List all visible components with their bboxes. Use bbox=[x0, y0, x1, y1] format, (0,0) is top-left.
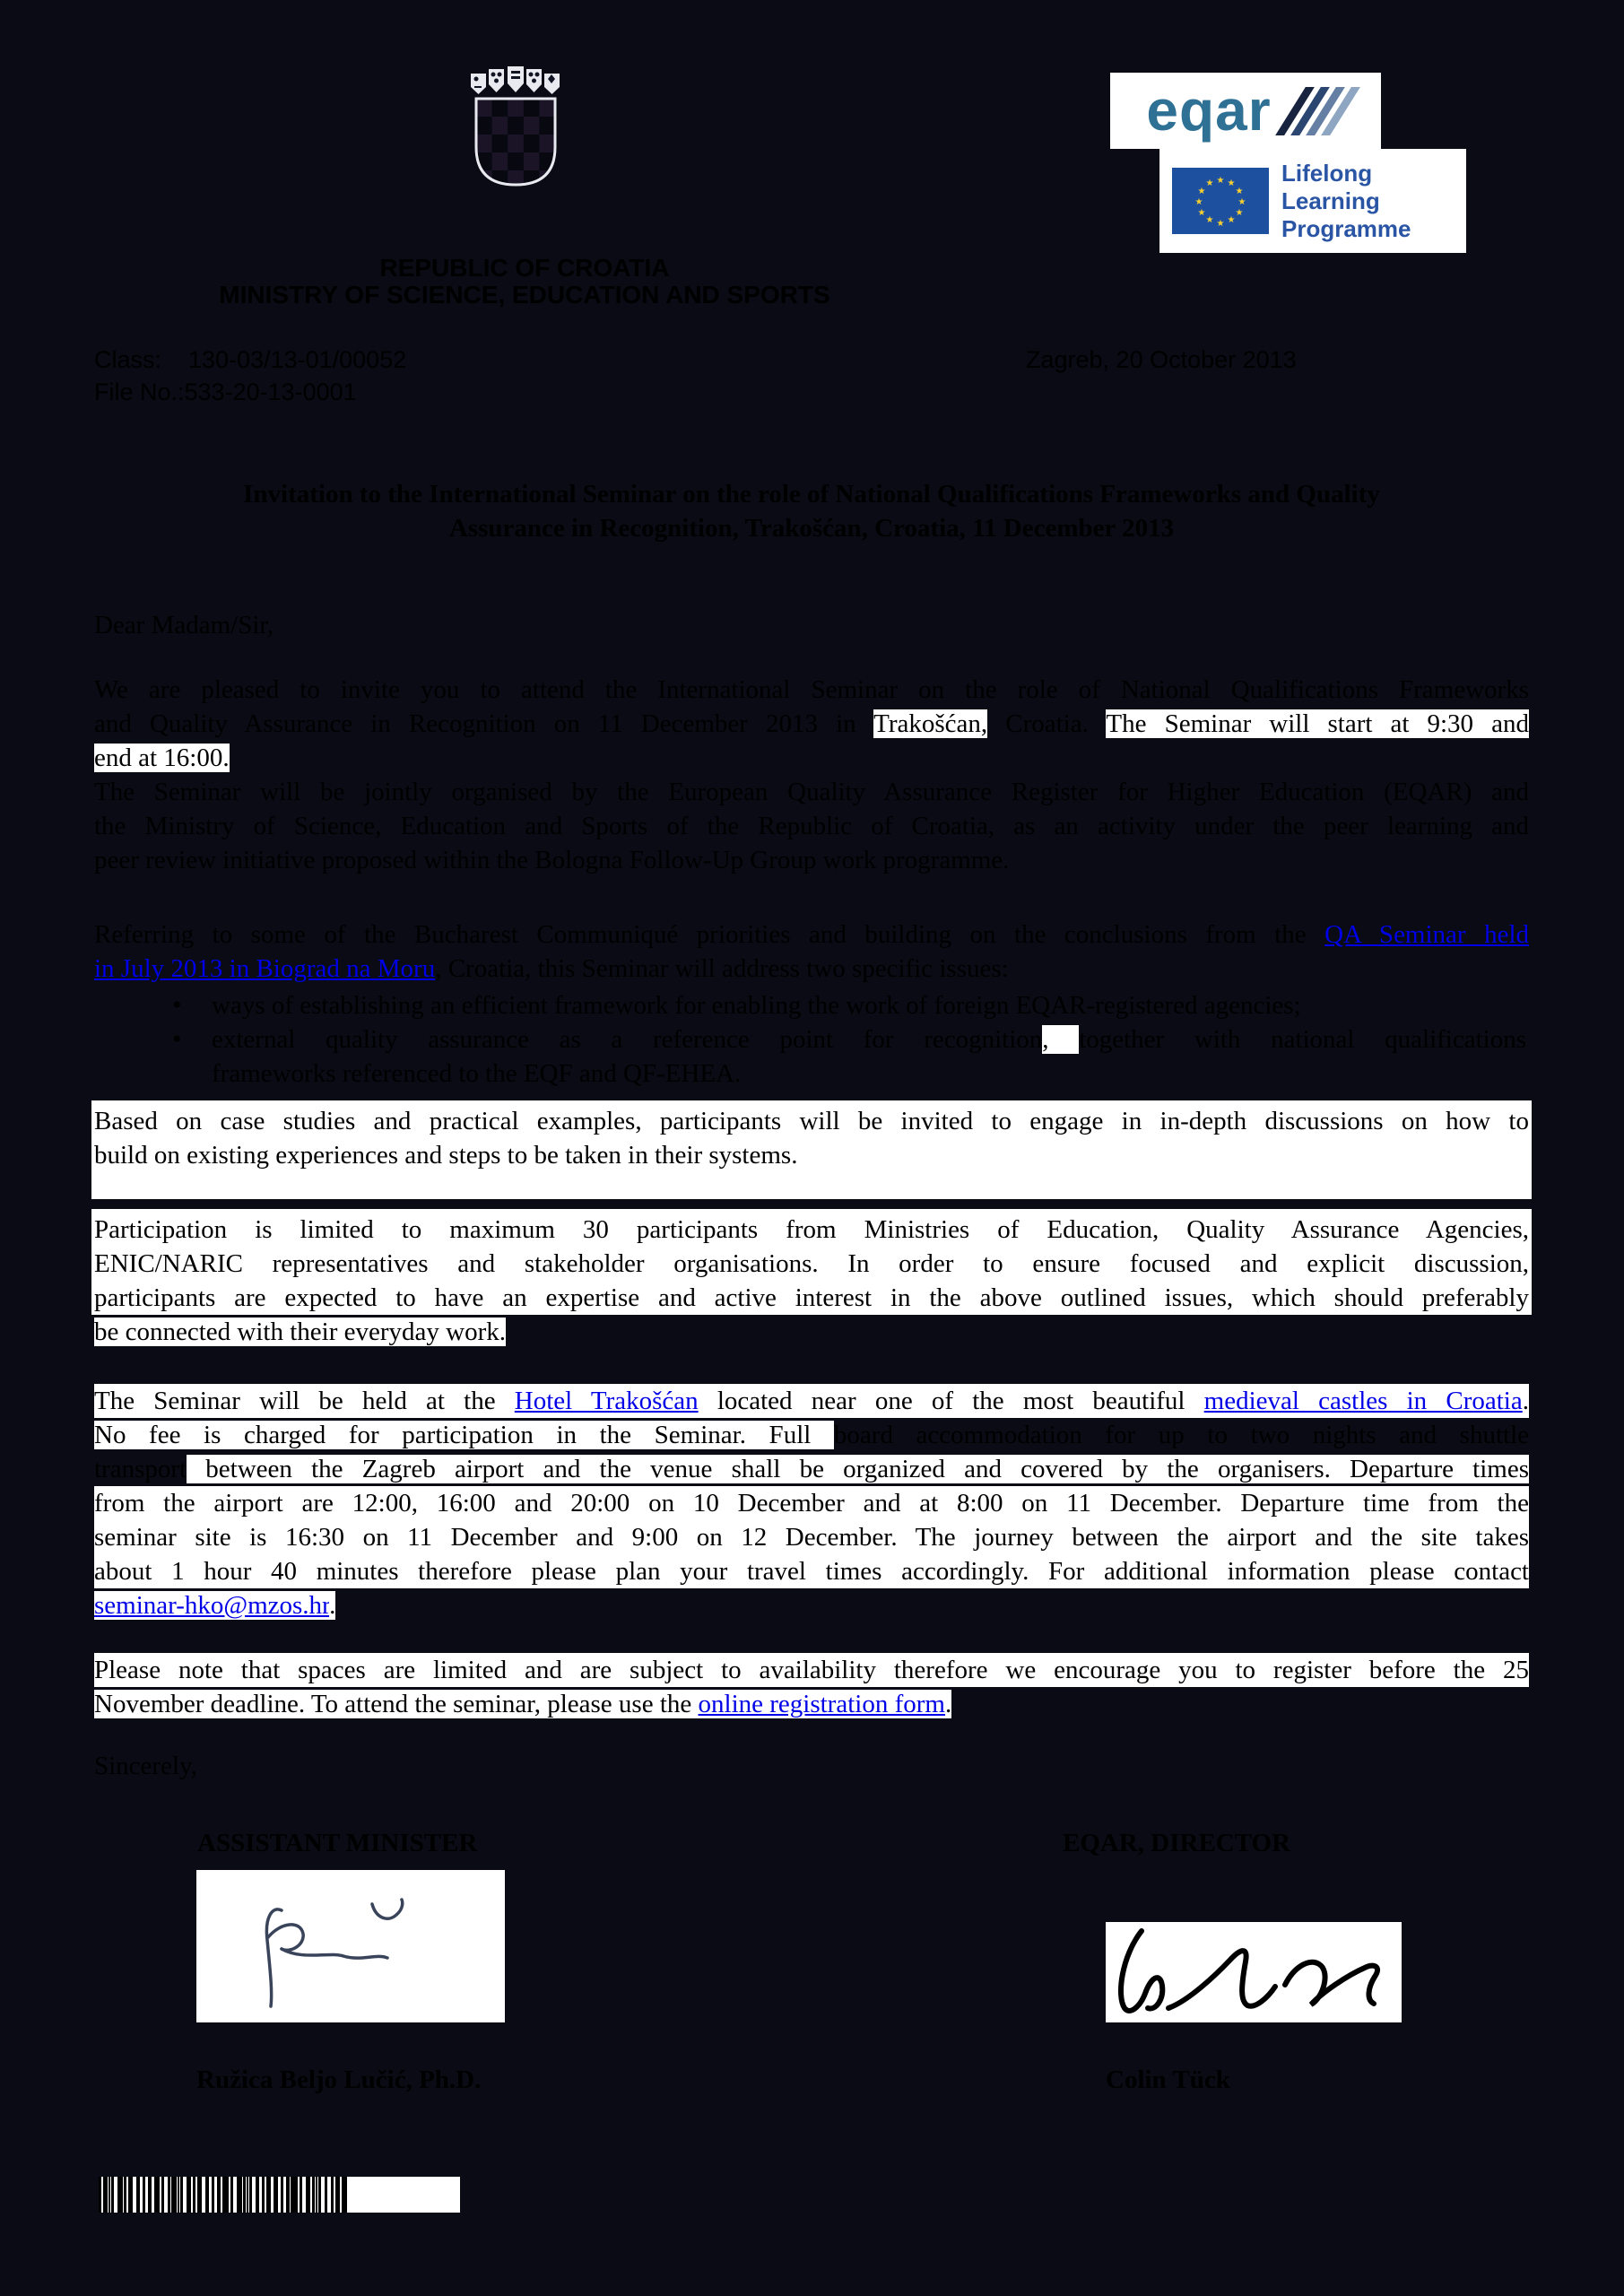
lifelong-learning-programme-logo bbox=[1159, 149, 1466, 253]
left-signer-name: Ružica Beljo Lučić, Ph.D. bbox=[196, 2066, 482, 2094]
text-segment: Dear Madam/Sir, bbox=[94, 611, 274, 639]
svg-text:★: ★ bbox=[1197, 208, 1206, 218]
text-segment: ways of establishing an efficient framework for enabling the work of foreign EQAR-registered agencies; bbox=[212, 991, 1301, 1020]
signature-right bbox=[1106, 1922, 1402, 2022]
text-segment: Please note that spaces are limited and are subject to availability therefore we encourage you to register before the 25 bbox=[94, 1656, 1529, 1684]
svg-text:★: ★ bbox=[1235, 187, 1244, 196]
text-line bbox=[94, 1588, 1529, 1622]
text-segment: frameworks referenced to the EQF and QF-EHEA. bbox=[212, 1059, 742, 1088]
text-segment: from the airport are 12:00, 16:00 and 20:00 on 10 December and at 8:00 on 11 December. Departure time from the bbox=[94, 1489, 1529, 1518]
hyperlink[interactable]: seminar-hko@mzos.hr bbox=[94, 1591, 330, 1620]
closing-sincerely bbox=[91, 1749, 1532, 1783]
text-segment: Based on case studies and practical examples, participants will be invited to engage in in-depth discussions on how to bbox=[94, 1107, 1529, 1135]
left-signer-role: ASSISTANT MINISTER bbox=[197, 1829, 478, 1857]
text-line bbox=[94, 1104, 1529, 1138]
text-segment: together with national qualifications bbox=[1079, 1025, 1526, 1054]
text-segment: . bbox=[944, 1690, 952, 1718]
text-line bbox=[94, 1486, 1529, 1520]
signature-left bbox=[196, 1870, 505, 2022]
text-line bbox=[94, 918, 1529, 952]
text-line bbox=[94, 843, 1529, 877]
text-segment: peer review initiative proposed within the Bologna Follow-Up Group work programme. bbox=[94, 846, 1010, 874]
text-segment: Trakošćan, bbox=[873, 709, 988, 738]
text-line bbox=[94, 775, 1529, 809]
text-segment: between the Zagreb airport and the venue shall be organized and covered by the organisers. Departure times bbox=[187, 1455, 1529, 1483]
text-line bbox=[94, 1384, 1529, 1418]
svg-text:★: ★ bbox=[1205, 215, 1214, 225]
text-line bbox=[94, 1418, 1529, 1452]
text-segment: the Ministry of Science, Education and Sports of the Republic of Croatia, as an activity under the peer learning and bbox=[94, 812, 1529, 840]
text-segment: Referring to some of the Bucharest Communiqué priorities and building on the conclusions from the bbox=[94, 920, 1325, 949]
svg-text:★: ★ bbox=[1216, 176, 1225, 186]
text-line bbox=[212, 1057, 1526, 1091]
hyperlink[interactable]: Hotel Trakošćan bbox=[514, 1387, 699, 1415]
file-line: File No.:533-20-13-0001 bbox=[94, 378, 357, 405]
text-line bbox=[94, 952, 1529, 986]
text-line bbox=[94, 707, 1529, 741]
eqar-wordmark: eqar bbox=[1146, 78, 1272, 143]
text-line bbox=[212, 988, 1526, 1022]
paragraph-venue-logistics bbox=[91, 1384, 1532, 1622]
svg-text:★: ★ bbox=[1235, 208, 1244, 218]
text-line bbox=[94, 809, 1529, 843]
text-segment: ENIC/NARIC representatives and stakeholder organisations. In order to ensure focused and explicit discussion, bbox=[94, 1249, 1529, 1278]
bullet-item-2 bbox=[209, 1022, 1529, 1091]
hyperlink[interactable]: medieval castles in Croatia bbox=[1203, 1387, 1523, 1415]
svg-text:★: ★ bbox=[1238, 197, 1246, 207]
text-line bbox=[94, 1452, 1529, 1486]
paragraph-organisers bbox=[91, 775, 1532, 877]
text-line bbox=[94, 741, 1529, 775]
text-line bbox=[212, 1022, 1526, 1057]
text-segment: participants are expected to have an expertise and active interest in the above outlined issues, which should preferably bbox=[94, 1283, 1529, 1312]
text-line bbox=[94, 1687, 1529, 1721]
eu-flag-icon bbox=[1172, 168, 1269, 234]
text-line bbox=[94, 608, 1529, 642]
svg-text:★: ★ bbox=[1197, 187, 1206, 196]
text-segment: and Quality Assurance in Recognition on 11 December 2013 in bbox=[94, 709, 874, 738]
text-segment: No fee is charged for participation in the Seminar. Full bbox=[94, 1421, 834, 1449]
eqar-logo bbox=[1110, 73, 1381, 149]
paragraph-case-studies bbox=[91, 1100, 1532, 1199]
text-segment: Croatia. bbox=[987, 709, 1107, 738]
text-segment: , bbox=[1042, 1025, 1080, 1054]
text-segment: located near one of the most beautiful bbox=[698, 1387, 1204, 1415]
reference-numbers bbox=[94, 344, 406, 408]
text-segment: . bbox=[1522, 1387, 1529, 1415]
text-segment: Participation is limited to maximum 30 participants from Ministries of Education, Quality Assurance Agencies, bbox=[94, 1215, 1529, 1244]
paragraph-referring bbox=[91, 918, 1532, 986]
svg-text:★: ★ bbox=[1194, 197, 1203, 207]
text-segment: The Seminar will be jointly organised by the European Quality Assurance Register for Higher Education (EQAR) and bbox=[94, 778, 1529, 806]
text-line bbox=[94, 1247, 1529, 1281]
text-segment: seminar site is 16:30 on 11 December and 9:00 on 12 December. The journey between the airport and the site takes bbox=[94, 1523, 1529, 1552]
text-segment: Sincerely, bbox=[94, 1752, 197, 1780]
republic-heading: REPUBLIC OF CROATIA bbox=[379, 254, 670, 282]
paragraph-invitation bbox=[91, 673, 1532, 775]
right-signer-name: Colin Tück bbox=[1106, 2066, 1230, 2094]
bullet-item-1 bbox=[209, 988, 1529, 1022]
text-segment: external quality assurance as a reference point for recognition bbox=[212, 1025, 1043, 1054]
eqar-slashes-icon bbox=[1284, 87, 1345, 135]
text-line bbox=[94, 1315, 1529, 1349]
paragraph-registration bbox=[91, 1653, 1532, 1721]
salutation bbox=[91, 608, 1532, 642]
text-segment: . bbox=[329, 1591, 336, 1620]
llp-wordmark: Lifelong Learning Programme bbox=[1281, 159, 1411, 242]
text-line bbox=[94, 1213, 1529, 1247]
croatia-coat-of-arms-icon bbox=[469, 65, 562, 188]
text-segment: November deadline. To attend the seminar, please use the bbox=[94, 1690, 699, 1718]
barcode-bars-icon bbox=[99, 2177, 348, 2213]
text-line bbox=[94, 1554, 1529, 1588]
ministry-heading: MINISTRY OF SCIENCE, EDUCATION AND SPORTS bbox=[219, 281, 830, 309]
text-line bbox=[94, 673, 1529, 707]
bullet-icon: • bbox=[172, 1024, 182, 1054]
paragraph-participation-last-line bbox=[91, 1315, 1532, 1349]
text-line bbox=[94, 1281, 1529, 1315]
text-segment: about 1 hour 40 minutes therefore please plan your travel times accordingly. For additional information please contact bbox=[94, 1557, 1529, 1586]
document-barcode bbox=[99, 2177, 460, 2213]
text-segment: build on existing experiences and steps to be taken in their systems. bbox=[94, 1141, 798, 1170]
text-segment: We are pleased to invite you to attend the International Seminar on the role of National Qualifications Frameworks bbox=[94, 675, 1529, 704]
svg-text:★: ★ bbox=[1205, 178, 1214, 188]
text-segment: board accommodation for up to two nights and shuttle bbox=[833, 1421, 1530, 1449]
hyperlink[interactable]: in July 2013 in Biograd na Moru bbox=[94, 954, 436, 983]
text-segment: , Croatia, this Seminar will address two specific issues: bbox=[435, 954, 1009, 983]
svg-text:★: ★ bbox=[1227, 178, 1236, 188]
date-line: Zagreb, 20 October 2013 bbox=[1026, 346, 1297, 373]
svg-text:★: ★ bbox=[1216, 219, 1225, 229]
text-line bbox=[94, 1520, 1529, 1554]
text-segment: The Seminar will start at 9:30 and bbox=[1106, 709, 1529, 738]
text-line bbox=[94, 1749, 1529, 1783]
svg-text:★: ★ bbox=[1227, 215, 1236, 225]
bullet-icon: • bbox=[172, 990, 182, 1020]
letter-title: Invitation to the International Seminar on the role of National Qualifications Frameworks and Quality Assurance in Recognition, Trakošćan, Croatia, 11 December 2013 bbox=[243, 480, 1380, 543]
text-segment: end at 16:00. bbox=[94, 744, 230, 772]
text-line bbox=[94, 1138, 1529, 1172]
hyperlink[interactable]: online registration form bbox=[698, 1690, 945, 1718]
right-signer-role: EQAR, DIRECTOR bbox=[1063, 1829, 1291, 1857]
text-segment: The Seminar will be held at the bbox=[94, 1387, 515, 1415]
paragraph-participation bbox=[91, 1209, 1532, 1315]
text-line bbox=[94, 1653, 1529, 1687]
text-segment: be connected with their everyday work. bbox=[94, 1318, 506, 1346]
text-segment: transport bbox=[94, 1455, 187, 1483]
class-line: Class: 130-03/13-01/00052 bbox=[94, 346, 407, 373]
hyperlink[interactable]: QA Seminar held bbox=[1324, 920, 1530, 949]
